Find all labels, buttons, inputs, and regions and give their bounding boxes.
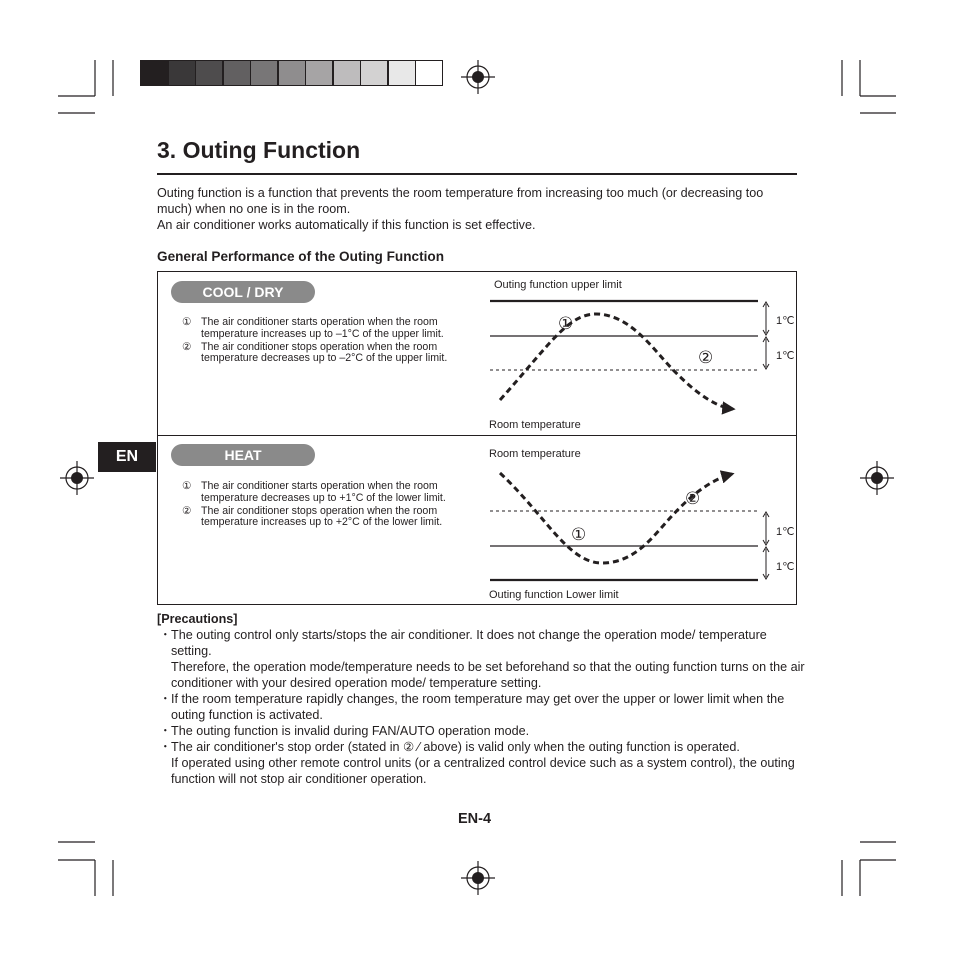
cool-dry-panel bbox=[157, 271, 797, 436]
cool-step-2-text: The air conditioner stops operation when the room temperature decreases up to –2°C of the upper limit. bbox=[201, 340, 448, 365]
precaution-4 bbox=[157, 739, 807, 755]
heat-delta-arrows bbox=[763, 512, 769, 579]
heat-lower-limit-label: Outing function Lower limit bbox=[489, 589, 619, 601]
heat-step-1-text: The air conditioner starts operation when the room temperature decreases up to +1°C of the lower limit. bbox=[201, 480, 446, 504]
heat-marker-2: ② bbox=[685, 489, 701, 508]
heat-step-2-text: The air conditioner stops operation when the room temperature increases up to +2°C of the lower limit. bbox=[201, 504, 443, 529]
heat-temperature-curve bbox=[500, 473, 732, 563]
heat-room-temperature-label: Room temperature bbox=[489, 448, 581, 460]
precautions bbox=[157, 611, 807, 787]
heat-step-2 bbox=[182, 506, 472, 530]
precaution-4-text: The air conditioner's stop order (stated in ② ⁄ above) is valid only when the outing function is operated. bbox=[171, 740, 740, 754]
heat-marker-1: ① bbox=[571, 525, 587, 544]
heat-delta-2: 1℃ bbox=[776, 561, 795, 573]
intro-line-2: An air conditioner works automatically if this function is set effective. bbox=[157, 218, 536, 232]
precaution-1-continued: Therefore, the operation mode/temperature needs to be set beforehand so that the outing function turns on the air conditioner with your desired operation mode/ temperature setting. bbox=[171, 660, 805, 690]
registration-mark-top bbox=[461, 60, 495, 94]
precaution-3-text: The outing function is invalid during FAN/AUTO operation mode. bbox=[171, 724, 530, 738]
registration-mark-right bbox=[860, 461, 894, 495]
cool-step-1 bbox=[182, 317, 472, 341]
precaution-2 bbox=[157, 691, 807, 723]
precautions-heading: [Precautions] bbox=[157, 612, 238, 626]
precaution-3 bbox=[157, 723, 807, 739]
bullet: ・ bbox=[159, 724, 172, 738]
page-number: EN-4 bbox=[458, 811, 492, 827]
cool-upper-limit-label: Outing function upper limit bbox=[494, 279, 622, 291]
cool-dry-steps bbox=[182, 317, 472, 366]
heat-steps bbox=[182, 481, 472, 530]
bullet: ・ bbox=[159, 628, 172, 642]
registration-mark-bottom bbox=[461, 861, 495, 895]
cool-step-2 bbox=[182, 342, 472, 366]
cool-dry-diagram bbox=[488, 272, 796, 435]
bullet: ・ bbox=[159, 692, 172, 706]
heat-delta-1: 1℃ bbox=[776, 526, 795, 538]
heat-panel bbox=[157, 435, 797, 605]
heat-step-2-number: ② bbox=[182, 504, 192, 517]
cool-dry-label: COOL / DRY bbox=[171, 281, 315, 303]
heat-diagram bbox=[488, 436, 796, 604]
bullet: ・ bbox=[159, 740, 172, 754]
precaution-1-text: The outing control only starts/stops the air conditioner. It does not change the operation mode/ temperature setting. bbox=[171, 628, 767, 658]
cool-step-1-text: The air conditioner starts operation when the room temperature increases up to –1°C of the upper limit. bbox=[201, 316, 444, 340]
cool-step-2-number: ② bbox=[182, 340, 192, 353]
section-heading: General Performance of the Outing Function bbox=[157, 249, 445, 264]
heat-label: HEAT bbox=[171, 444, 315, 466]
intro-text bbox=[157, 185, 797, 233]
heat-step-1-number: ① bbox=[182, 480, 192, 492]
cool-delta-1: 1℃ bbox=[776, 315, 795, 327]
cool-delta-2: 1℃ bbox=[776, 350, 795, 362]
precaution-2-text: If the room temperature rapidly changes, the room temperature may get over the upper or lower limit when the outing function is activated. bbox=[171, 692, 785, 722]
language-tab: EN bbox=[98, 442, 156, 472]
cool-delta-arrows bbox=[763, 302, 769, 369]
page-title: 3. Outing Function bbox=[157, 137, 361, 163]
registration-mark-left bbox=[60, 461, 94, 495]
cool-marker-1: ① bbox=[558, 314, 574, 333]
cool-step-1-number: ① bbox=[182, 316, 192, 328]
cool-marker-2: ② bbox=[698, 348, 714, 367]
precaution-4-continued: If operated using other remote control units (or a centralized control device such as a system control), the outing function will not stop air conditioner operation. bbox=[171, 756, 795, 786]
title-rule bbox=[157, 173, 797, 175]
cool-room-temperature-label: Room temperature bbox=[489, 419, 581, 431]
heat-step-1 bbox=[182, 481, 472, 505]
precaution-1 bbox=[157, 627, 807, 659]
intro-line-1: Outing function is a function that prevents the room temperature from increasing too much (or decreasing too much) when no one is in the room. bbox=[157, 186, 764, 216]
